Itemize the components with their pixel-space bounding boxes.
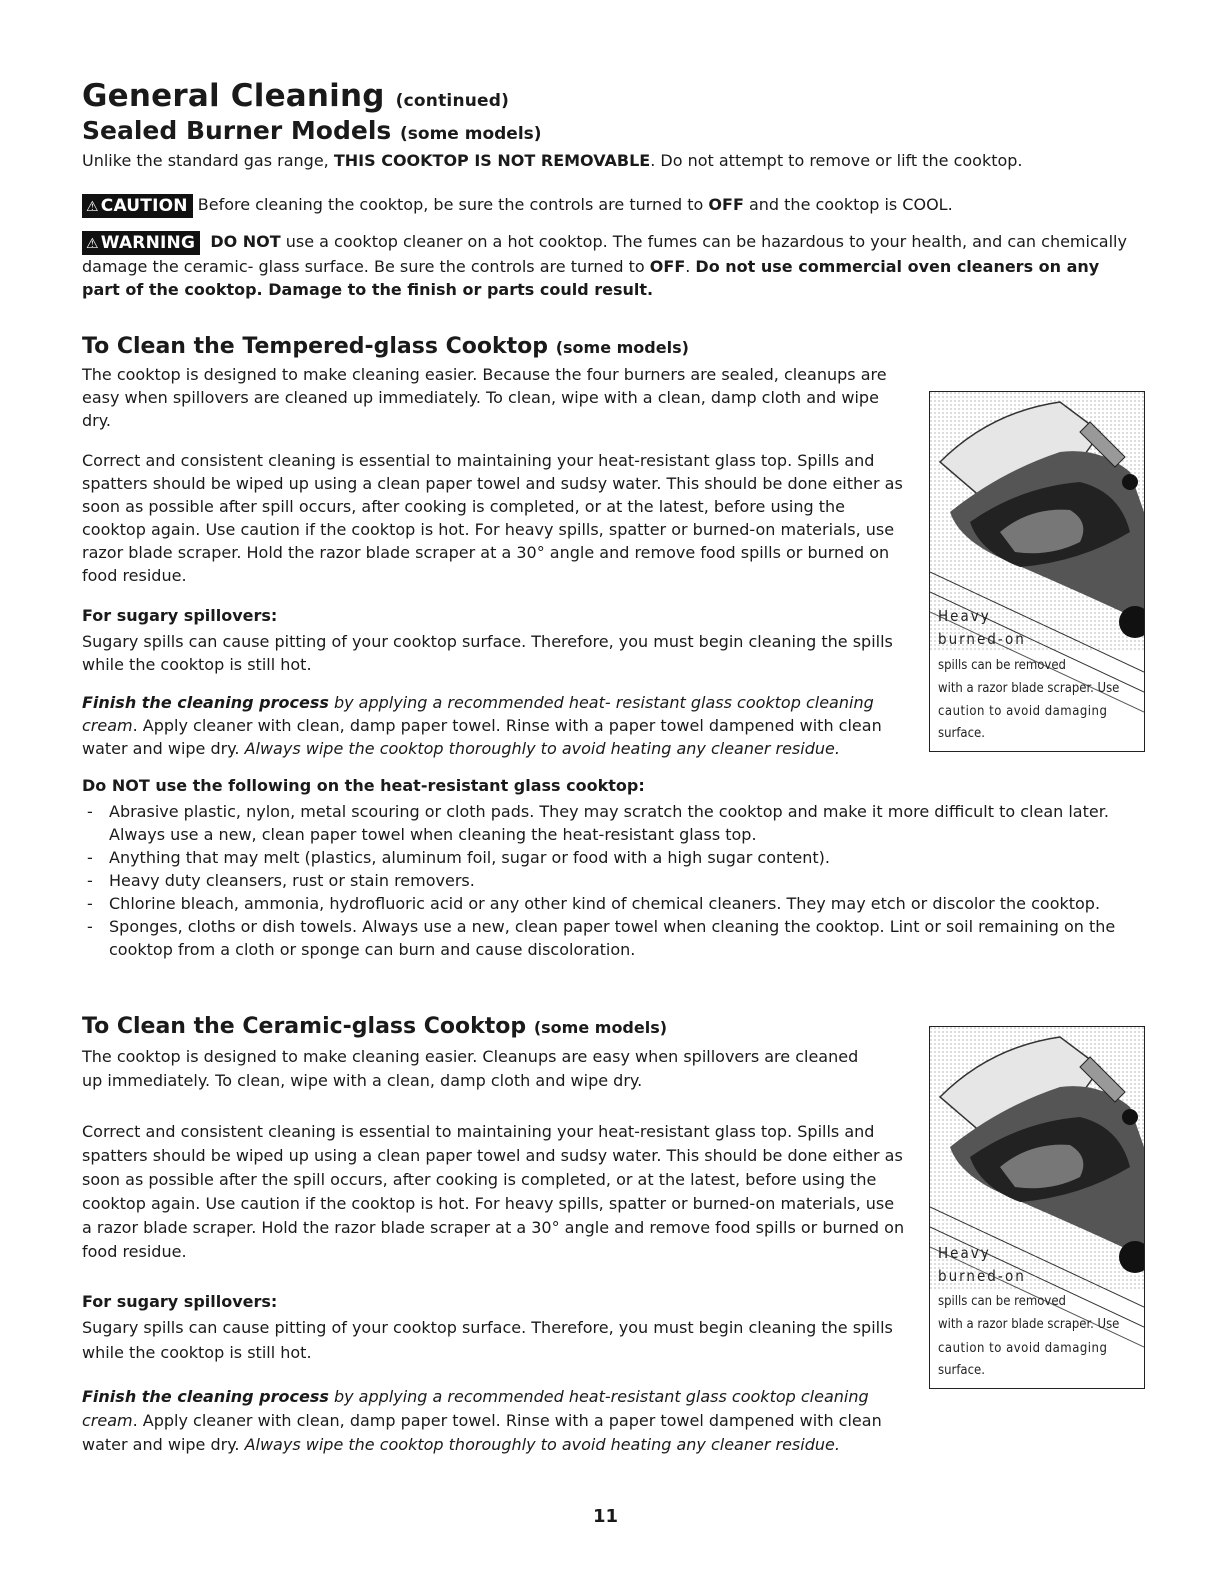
list-item: - Heavy duty cleansers, rust or stain removers. [87,871,475,890]
ceramic-para-1: The cooktop is designed to make cleaning easier. Cleanups are easy when spillovers are cleaned up immediately. To clean, wipe with a clean, damp cloth and wipe dry. [82,1047,859,1090]
intro-text: Unlike the standard gas range, THIS COOKTOP IS NOT REMOVABLE. Do not attempt to remove or lift the cooktop. [82,151,1023,170]
tempered-sugary-text: Sugary spills can cause pitting of your cooktop surface. Therefore, you must begin cleaning the spills while the cooktop is still hot. [82,632,893,674]
warning-notice: ⚠ WARNING DO NOT use a cooktop cleaner on a hot cooktop. The fumes can be hazardous to your health, and can chemically damage the ceramic- glass surface. Be sure the controls are turned to OFF. Do not use commercial oven cleaners on any part of the cooktop. Damage to the finish or parts could result. [82,232,1127,299]
tempered-para-1: The cooktop is designed to make cleaning easier. Because the four burners are sealed, cleanups are easy when spillovers are cleaned up immediately. To clean, wipe with a clean, damp cloth and wipe dry. [82,365,887,430]
donot-list [82,800,1150,961]
tempered-finish-text: Finish the cleaning process by applying a recommended heat- resistant glass cooktop cleaning cream. Apply cleaner with clean, damp paper towel. Rinse with a paper towel dampened with clean water and wipe dry. Always wipe the cooktop thoroughly to avoid heating any cleaner residue. [82,693,882,758]
warning-triangle-icon: ⚠ [86,235,99,252]
tempered-sugary-label: For sugary spillovers: [82,606,278,625]
donot-label: Do NOT use the following on the heat-resistant glass cooktop: [82,776,645,795]
caution-badge: ⚠ CAUTION [82,194,193,218]
tempered-para-2: Correct and consistent cleaning is essential to maintaining your heat-resistant glass top. Spills and spatters should be wiped up using a clean paper towel and sudsy water. This should be done either as soon as possible after spill occurs, after cooking is completed, or at the latest, before using the cooktop again. Use caution if the cooktop is hot. For heavy spills, spatter or burned-on materials, use razor blade scraper. Hold the razor blade scraper at a 30° angle and remove food spills or burned on food residue. [82,451,903,585]
list-item: - Anything that may melt (plastics, aluminum foil, sugar or food with a high sugar content). [87,848,831,867]
ceramic-sugary-label: For sugary spillovers: [82,1292,278,1311]
caution-notice: ⚠ CAUTION Before cleaning the cooktop, be sure the controls are turned to OFF and the cooktop is COOL. [82,193,1152,218]
warning-badge: ⚠ WARNING [82,231,200,255]
ceramic-sugary-text: Sugary spills can cause pitting of your cooktop surface. Therefore, you must begin cleaning the spills while the cooktop is still hot. [82,1318,893,1362]
page-title: General Cleaning (continued) [82,78,510,114]
ceramic-para-2: Correct and consistent cleaning is essential to maintaining your heat-resistant glass top. Spills and spatters should be wiped up using a clean paper towel and sudsy water. This should be done either as soon as possible after the spill occurs, after cooking is completed, or at the latest, before using the cooktop again. Use caution if the cooktop is hot. For heavy spills, spatter or burned-on materials, use a razor blade scraper. Hold the razor blade scraper at a 30° angle and remove food spills or burned on food residue. [82,1122,905,1261]
warning-triangle-icon: ⚠ [86,198,99,215]
list-item: - Sponges, cloths or dish towels. Always use a new, clean paper towel when cleaning the cooktop. Lint or soil remaining on the cooktop from a cloth or sponge can burn and cause discoloration. [87,917,1116,959]
section-title: Sealed Burner Models (some models) [82,116,542,145]
ceramic-heading: To Clean the Ceramic-glass Cooktop (some models) [82,1014,668,1039]
list-item: - Chlorine bleach, ammonia, hydrofluoric acid or any other kind of chemical cleaners. They may etch or discolor the cooktop. [87,894,1101,913]
tempered-heading: To Clean the Tempered-glass Cooktop (some models) [82,334,689,359]
list-item: - Abrasive plastic, nylon, metal scouring or cloth pads. They may scratch the cooktop and make it more difficult to clean later. Always use a new, clean paper towel when cleaning the heat-resistant glass top. [87,802,1109,844]
razor-scraper-figure-2: Heavy burned-on spills can be removed with a razor blade scraper. Use caution to avoid damaging surface. [929,1026,1145,1389]
razor-scraper-figure: Heavy burned-on spills can be removed with a razor blade scraper. Use caution to avoid damaging surface. [929,391,1145,752]
page-number: 11 [592,1506,619,1527]
ceramic-finish-text: Finish the cleaning process by applying a recommended heat-resistant glass cooktop cleaning cream. Apply cleaner with clean, damp paper towel. Rinse with a paper towel dampened with clean water and wipe dry. Always wipe the cooktop thoroughly to avoid heating any cleaner residue. [82,1387,882,1454]
